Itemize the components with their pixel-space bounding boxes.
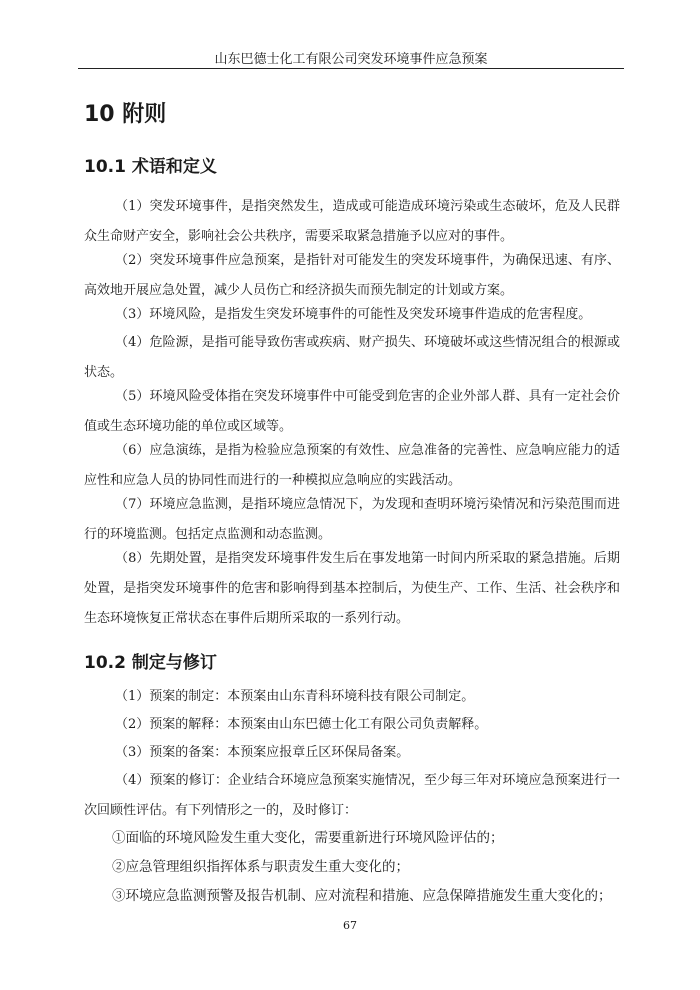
paragraph: （4）危险源，是指可能导致伤害或疾病、财产损失、环境破坏或这些情况组合的根源或状态。 — [84, 335, 620, 380]
paragraph: （1）突发环境事件，是指突然发生，造成或可能造成环境污染或生态破坏，危及人民群众生命财产安全，影响社会公共秩序，需要采取紧急措施予以应对的事件。 — [84, 199, 620, 244]
list-item: ②应急管理组织指挥体系与职责发生重大变化的； — [112, 859, 409, 875]
paragraph: （3）预案的备案：本预案应报章丘区环保局备案。 — [115, 745, 410, 760]
running-header: 山东巴德士化工有限公司突发环境事件应急预案 — [214, 52, 488, 67]
paragraph: （4）预案的修订：企业结合环境应急预案实施情况，至少每三年对环境应急预案进行一次回顾性评估。有下列情形之一的，及时修订： — [84, 773, 620, 818]
paragraph: （6）应急演练，是指为检验应急预案的有效性、应急准备的完善性、应急响应能力的适应性和应急人员的协同性而进行的一种模拟应急响应的实践活动。 — [84, 443, 620, 488]
section-title-terms: 10.1 术语和定义 — [84, 157, 217, 177]
header-rule — [78, 68, 624, 69]
chapter-title: 10 附则 — [84, 102, 167, 127]
paragraph: （8）先期处置，是指突发环境事件发生后在事发地第一时间内所采取的紧急措施。后期处置，是指突发环境事件的危害和影响得到基本控制后，为使生产、工作、生活、社会秩序和生态环境恢复正常状态在事件后期所采取的一系列行动。 — [84, 551, 620, 626]
section-title-revision: 10.2 制定与修订 — [84, 653, 217, 673]
paragraph: （5）环境风险受体指在突发环境事件中可能受到危害的企业外部人群、具有一定社会价值或生态环境功能的单位或区域等。 — [84, 389, 620, 434]
paragraph: （1）预案的制定：本预案由山东青科环境科技有限公司制定。 — [115, 689, 475, 704]
list-item: ③环境应急监测预警及报告机制、应对流程和措施、应急保障措施发生重大变化的； — [112, 888, 612, 904]
paragraph: （2）预案的解释：本预案由山东巴德士化工有限公司负责解释。 — [115, 717, 488, 732]
page-number: 67 — [343, 919, 357, 932]
list-item: ①面临的环境风险发生重大变化，需要重新进行环境风险评估的； — [112, 830, 504, 846]
paragraph: （3）环境风险，是指发生突发环境事件的可能性及突发环境事件造成的危害程度。 — [115, 307, 592, 322]
paragraph: （2）突发环境事件应急预案，是指针对可能发生的突发环境事件，为确保迅速、有序、高效地开展应急处置，减少人员伤亡和经济损失而预先制定的计划或方案。 — [84, 253, 620, 298]
paragraph: （7）环境应急监测，是指环境应急情况下，为发现和查明环境污染情况和污染范围而进行的环境监测。包括定点监测和动态监测。 — [84, 497, 620, 542]
